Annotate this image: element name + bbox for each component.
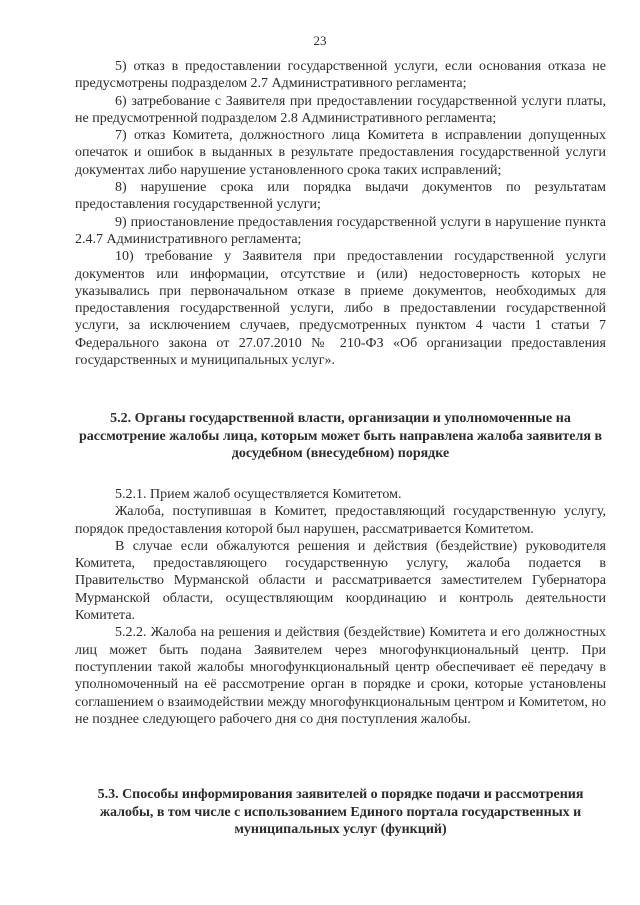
page-number: 23 [313, 33, 327, 48]
list-item: 6) затребование с Заявителя при предоставлении государственной услуги платы, не предусмотренной подразделом 2.8 Административного регламента; [75, 93, 606, 126]
paragraph: 5.2.1. Прием жалоб осуществляется Комитетом. [115, 487, 402, 502]
paragraph: Жалоба, поступившая в Комитет, предоставляющий государственную услугу, порядок предоставления которой был нарушен, рассматривается Комитетом. [75, 504, 606, 537]
section-heading-5-2: 5.2. Органы государственной власти, организации и уполномоченные на рассмотрение жалобы лица, которым может быть направлена жалоба заявителя в досудебном (внесудебном) порядке [78, 411, 603, 461]
paragraph: В случае если обжалуются решения и действия (бездействие) руководителя Комитета, предоставляющего государственную услугу, жалоба подается в Правительство Мурманской области и рассматривается заместителем Губернатора Мурманской области, осуществляющим координацию и контроль деятельности Комитета. [75, 538, 606, 624]
section-5-2-body [75, 486, 606, 728]
paragraph: 5.2.2. Жалоба на решения и действия (бездействие) Комитета и его должностных лиц может быть подана Заявителем через многофункциональный центр. При поступлении такой жалобы многофункциональный центр обеспечивает её передачу в уполномоченный на её рассмотрение орган в порядке и сроки, которые установлены соглашением о взаимодействии между многофункциональным центром и Комитетом, но не позднее следующего рабочего дня со дня поступления жалобы. [75, 625, 606, 727]
list-item: 10) требование у Заявителя при предоставлении государственной услуги документов или информации, отсутствие и (или) недостоверность которых не указывались при первоначальном отказе в приеме документов, необходимых для предоставления государственной услуги, либо в предоставлении государственной услуги, за исключением случаев, предусмотренных пунктом 4 части 1 статьи 7 Федерального закона от 27.07.2010 № 210-ФЗ «Об организации предоставления государственных и муниципальных услуг». [75, 249, 606, 369]
list-item: 8) нарушение срока или порядка выдачи документов по результатам предоставления государственной услуги; [75, 180, 606, 213]
list-item: 9) приостановление предоставления государственной услуги в нарушение пункта 2.4.7 Административного регламента; [75, 214, 606, 247]
section-heading-5-3: 5.3. Способы информирования заявителей о порядке подачи и рассмотрения жалобы, в том числе с использованием Единого портала государственных и муниципальных услуг (функций) [97, 787, 584, 837]
complaint-grounds-list [75, 58, 606, 369]
list-item: 7) отказ Комитета, должностного лица Комитета в исправлении допущенных опечаток и ошибок в выданных в результате предоставления государственной услуги документах либо нарушение установленного срока таких исправлений; [75, 128, 606, 178]
list-item: 5) отказ в предоставлении государственной услуги, если основания отказа не предусмотрены подразделом 2.7 Административного регламента; [75, 59, 606, 92]
